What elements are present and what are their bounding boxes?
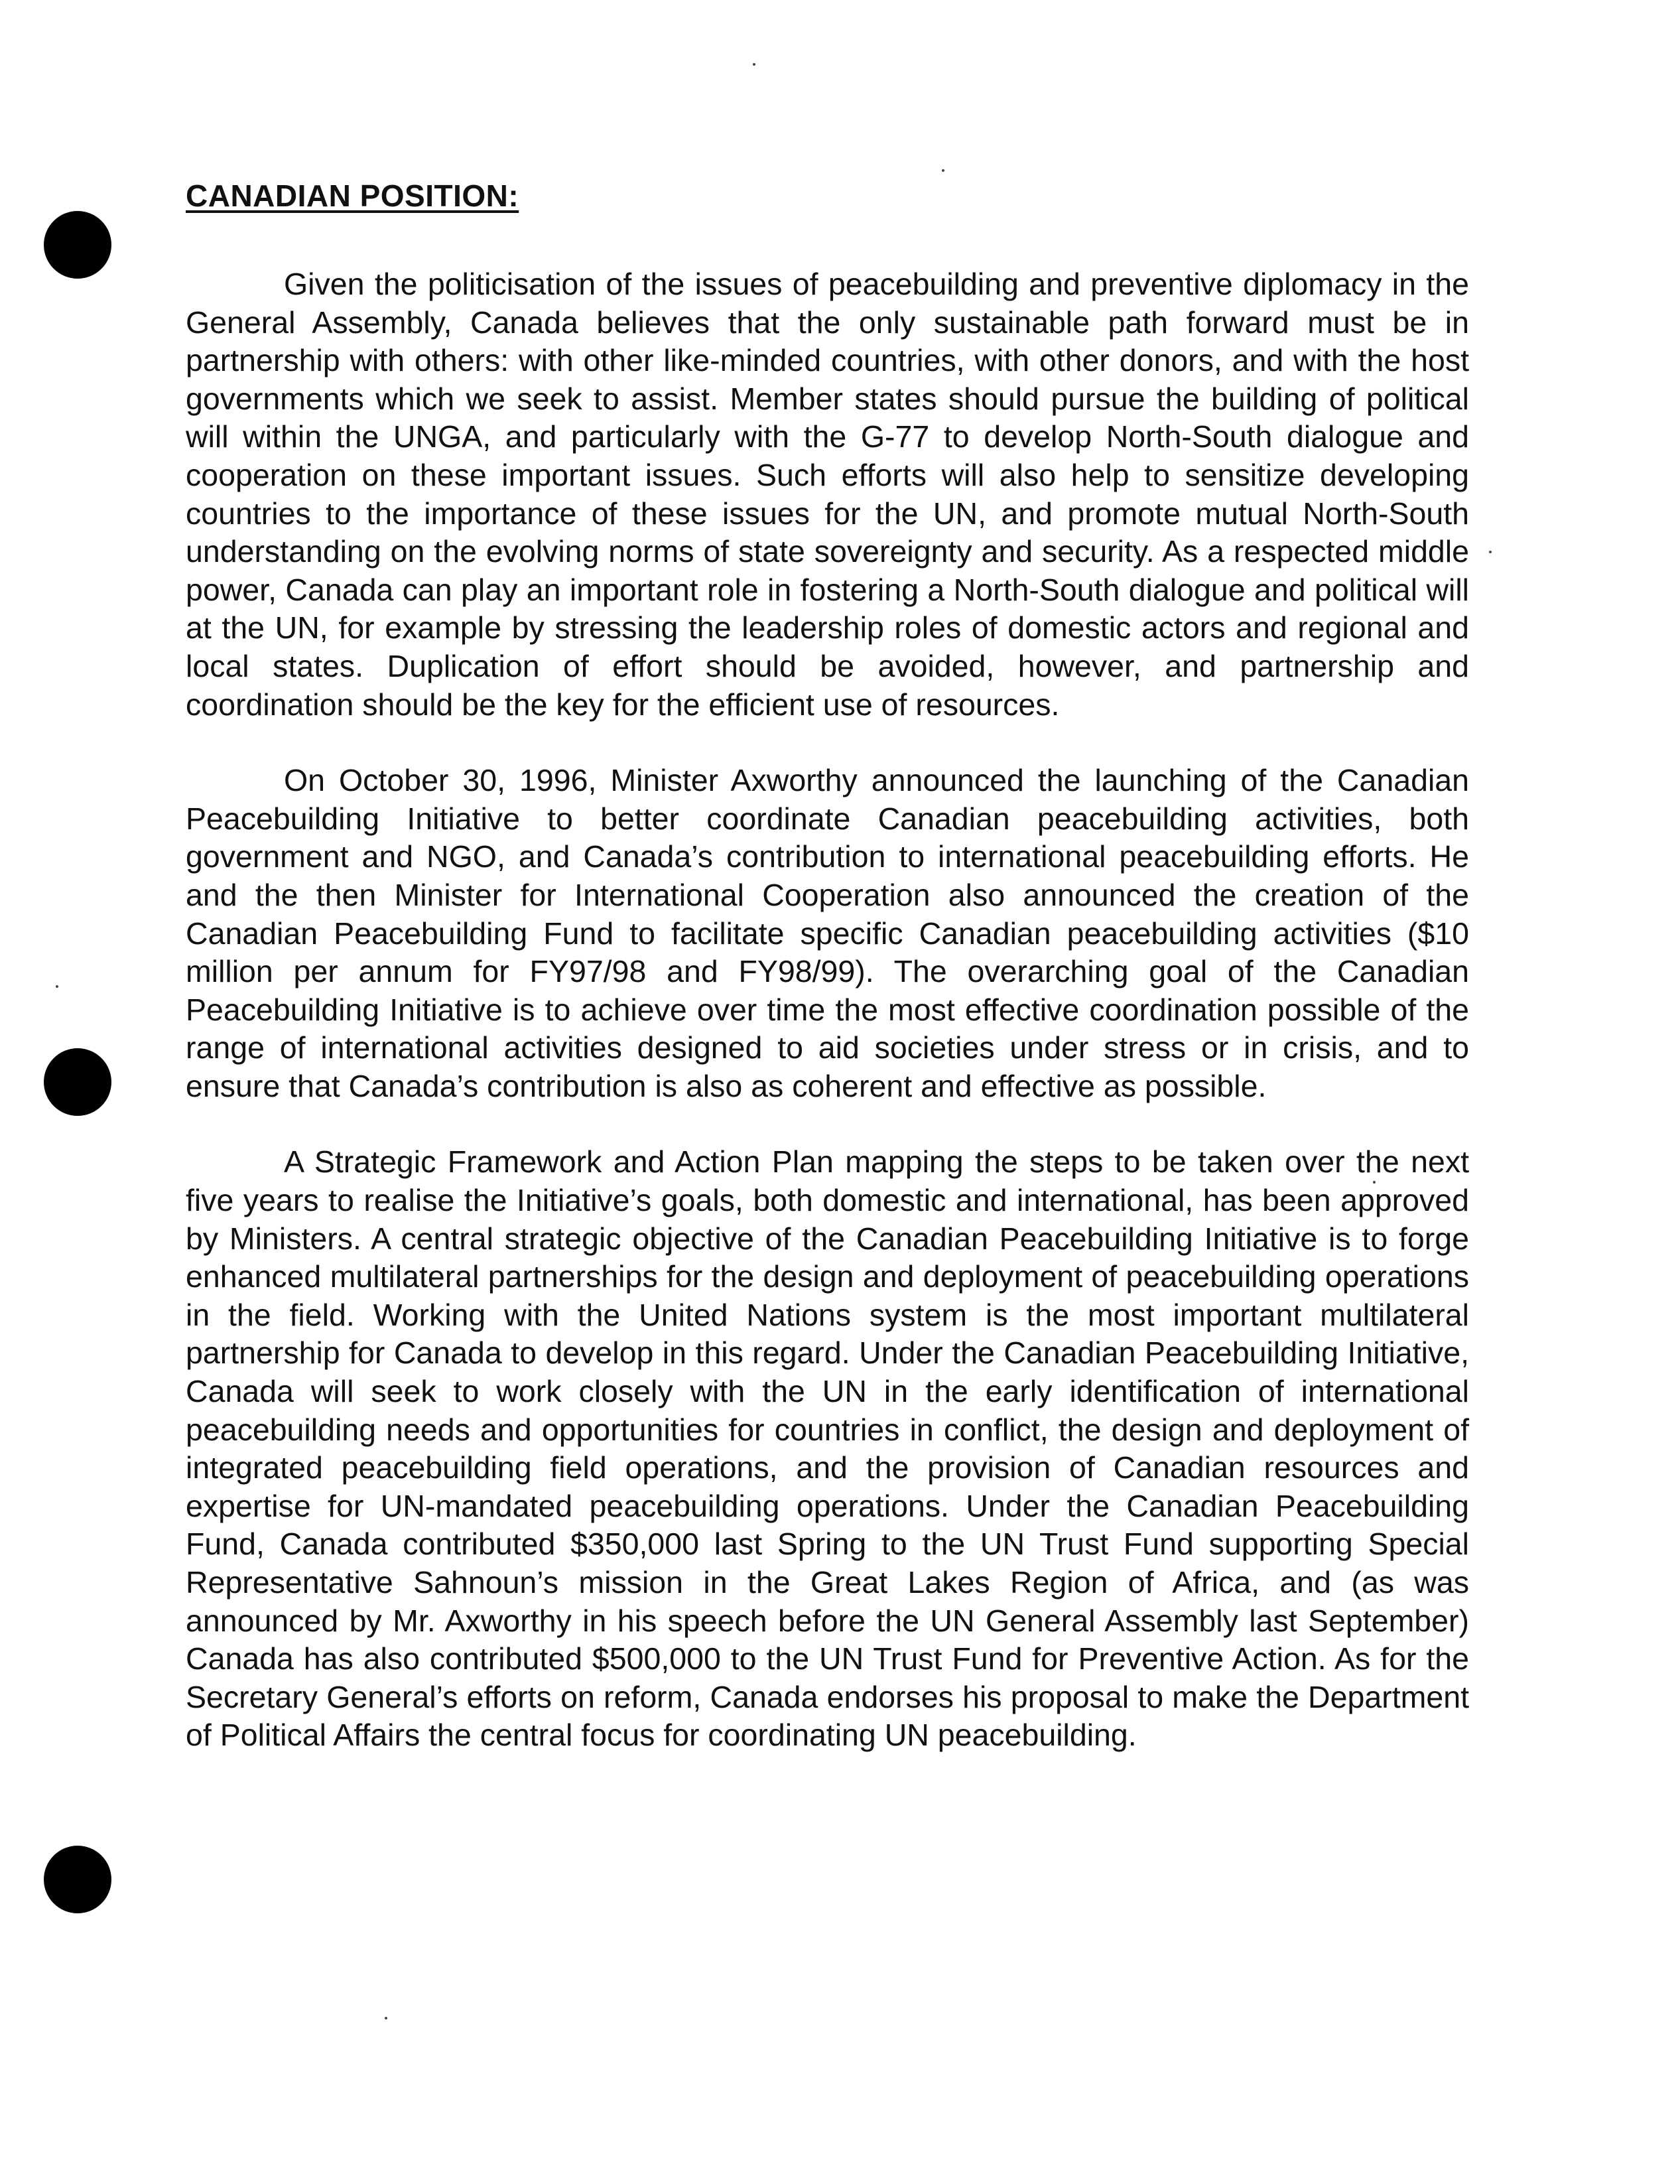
paragraph-strategic-framework: A Strategic Framework and Action Plan mapping the steps to be taken over the next five years to realise the Initiative’s goals, both domestic and international, has been approved by Ministers. A central strategic objective of the Canadian Peacebuilding Initiative is to forge enhanced multilateral partnerships for the design and deployment of peacebuilding operations in the field. Working with the United Nations system is the most important multilateral partnership for Canada to develop in this regard. Under the Canadian Peacebuilding Initiative, Canada will seek to work closely with the UN in the early identification of international peacebuilding needs and opportunities for countries in conflict, the design and deployment of integrated peacebuilding field operations, and the provision of Canadian resources and expertise for UN-mandated peacebuilding operations. Under the Canadian Peacebuilding Fund, Canada contributed $350,000 last Spring to the UN Trust Fund supporting Special Representative Sahnoun’s mission in the Great Lakes Region of Africa, and (as was announced by Mr. Axworthy in his speech before the UN General Assembly last September) Canada has also contributed $500,000 to the UN Trust Fund for Preventive Action. As for the Secretary General’s efforts on reform, Canada endorses his proposal to make the Department of Political Affairs the central focus for coordinating UN peacebuilding.	[186, 1144, 1469, 1753]
document-body	[186, 178, 1469, 1793]
paragraph-partnership: Given the politicisation of the issues of peacebuilding and preventive diplomacy in the General Assembly, Canada believes that the only sustainable path forward must be in partnership with others: with other like-minded countries, with other donors, and with the host governments which we seek to assist. Member states should pursue the building of political will within the UNGA, and particularly with the G-77 to develop North-South dialogue and cooperation on these important issues. Such efforts will also help to sensitize developing countries to the importance of these issues for the UN, and promote mutual North-South understanding on the evolving norms of state sovereignty and security. As a respected middle power, Canada can play an important role in fostering a North-South dialogue and political will at the UN, for example by stressing the leadership roles of domestic actors and regional and local states. Duplication of effort should be avoided, however, and partnership and coordination should be the key for the efficient use of resources.	[186, 267, 1469, 722]
section-heading: CANADIAN POSITION:	[186, 178, 519, 213]
paragraph-peacebuilding-initiative: On October 30, 1996, Minister Axworthy announced the launching of the Canadian Peacebuilding Initiative to better coordinate Canadian peacebuilding activities, both government and NGO, and Canada’s contribution to international peacebuilding efforts. He and the then Minister for International Cooperation also announced the creation of the Canadian Peacebuilding Fund to facilitate specific Canadian peacebuilding activities ($10 million per annum for FY97/98 and FY98/99). The overarching goal of the Canadian Peacebuilding Initiative is to achieve over time the most effective coordination possible of the range of international activities designed to aid societies under stress or in crisis, and to ensure that Canada’s contribution is also as coherent and effective as possible.	[186, 763, 1469, 1103]
scan-speck	[942, 169, 944, 172]
scan-speck	[56, 985, 58, 988]
scan-speck	[1489, 551, 1492, 553]
punch-hole-bottom	[44, 1846, 111, 1913]
punch-hole-top	[44, 211, 111, 279]
punch-hole-middle	[44, 1048, 111, 1116]
scan-speck	[753, 63, 755, 66]
scan-speck	[385, 2017, 387, 2019]
